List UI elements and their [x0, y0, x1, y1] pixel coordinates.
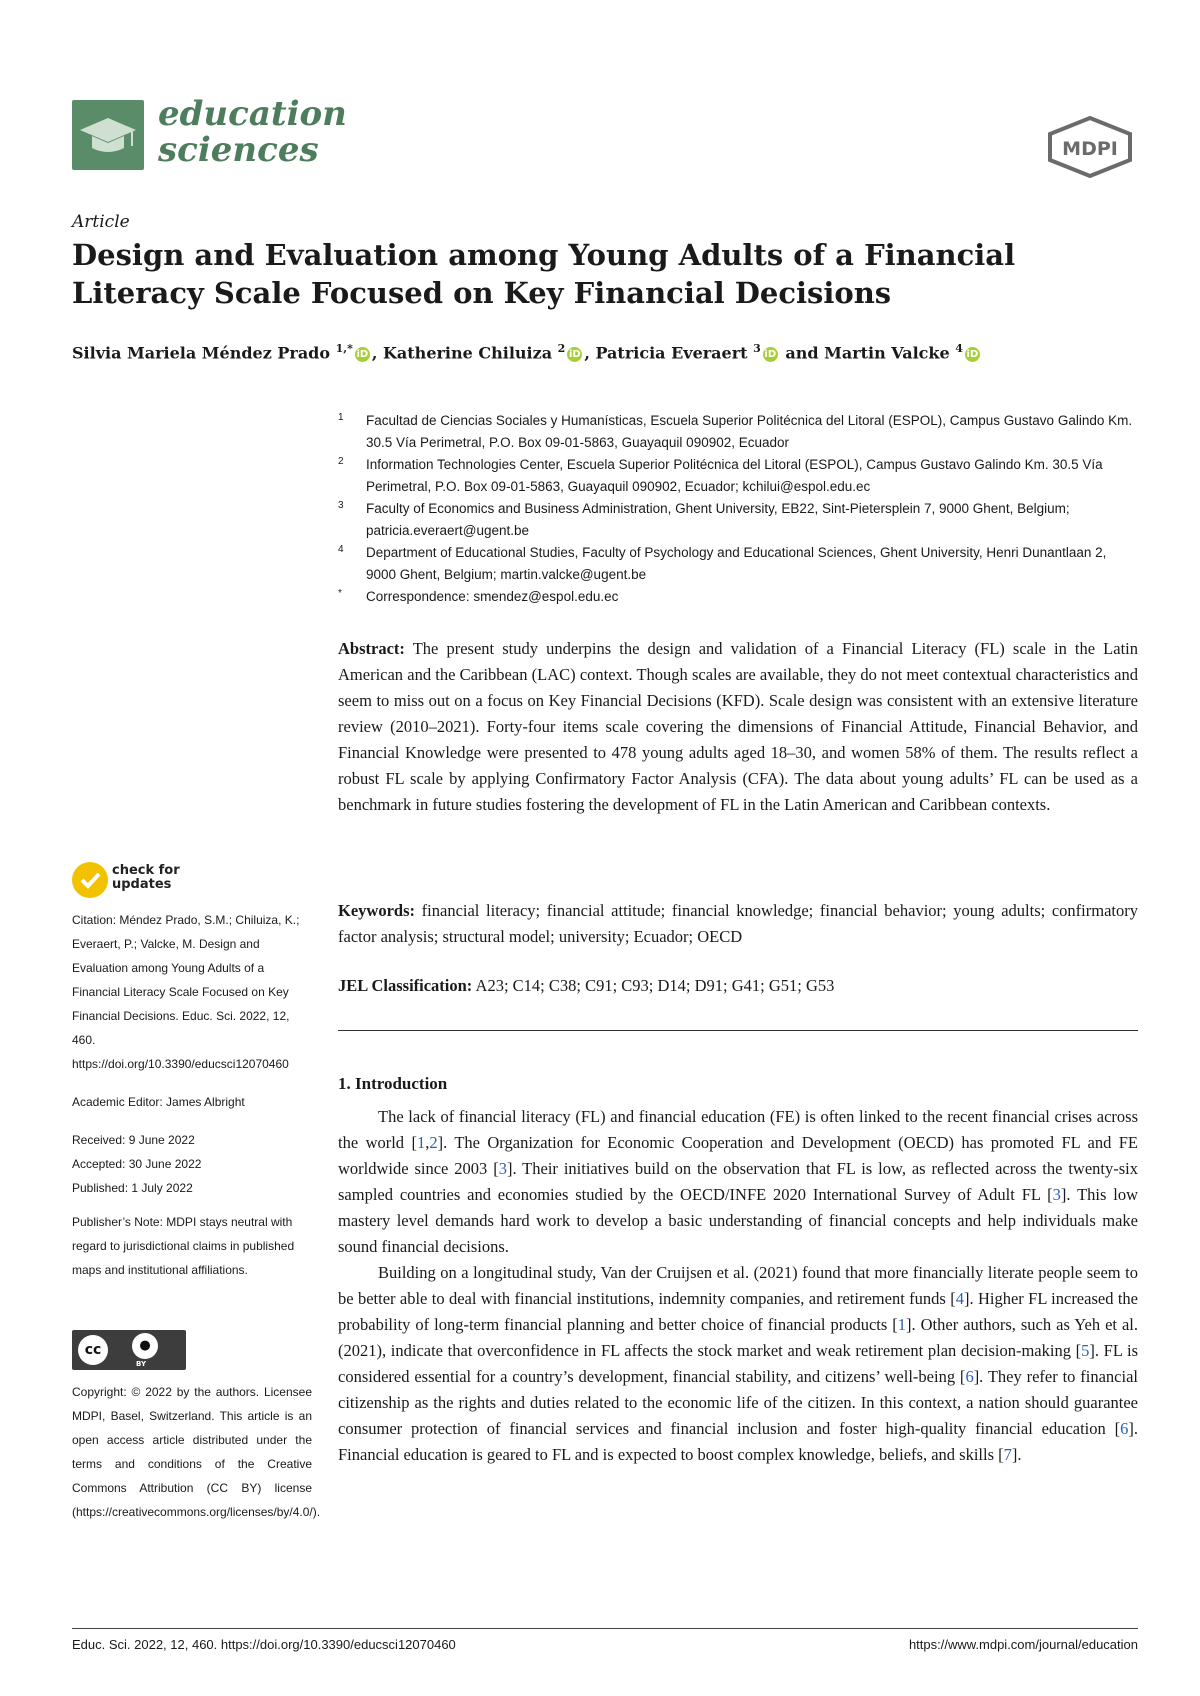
affiliation-text: Faculty of Economics and Business Administration, Ghent University, EB22, Sint-Pietersplein 7, 9000 Ghent, Belgium; patricia.everaert@ugent.be — [366, 501, 1070, 538]
orcid-icon[interactable]: iD — [764, 349, 777, 361]
publication-dates — [72, 1128, 312, 1200]
affiliation-number: * — [338, 588, 342, 599]
author-name[interactable]: and Martin Valcke — [779, 343, 950, 363]
affiliation-list — [338, 410, 1138, 608]
academic-editor: Academic Editor: James Albright — [72, 1095, 245, 1109]
cc-by-license-badge[interactable] — [72, 1330, 186, 1370]
affiliation-item — [338, 498, 1138, 542]
paragraph: The lack of financial literacy (FL) and financial education (FE) is often linked to the recent financial crises across the world [1,2]. The Organization for Economic Cooperation and Development (OECD) has promoted FL and FE worldwide since 2003 [3]. Their initiatives build on the observation that FL is low, as reflected across the twenty-six sampled countries and economies studied by the OECD/INFE 2020 International Survey of Adult FL [3]. This low mastery level demands hard work to develop a basic understanding of financial concepts and help individuals make sound financial decisions. — [338, 1107, 1139, 1256]
jel-label: JEL Classification: — [338, 976, 473, 995]
affiliation-item — [338, 542, 1138, 586]
affiliation-text: Information Technologies Center, Escuela Superior Politécnica del Litoral (ESPOL), Campus Gustavo Galindo Km. 30.5 Vía Perimetral, P.O. Box 09-01-5863, Guayaquil 090902, Ecuador; kchilui@espol.edu.ec — [366, 457, 1103, 494]
journal-logo — [72, 100, 144, 170]
journal-name-line2: sciences — [158, 130, 319, 170]
section-heading: 1. Introduction — [338, 1074, 448, 1093]
citation-link[interactable]: 2 — [429, 1133, 438, 1152]
citation-link[interactable]: 6 — [965, 1367, 974, 1386]
citation-link[interactable]: 4 — [955, 1289, 964, 1308]
jel-classification — [338, 973, 1138, 999]
affiliation-text: Department of Educational Studies, Faculty of Psychology and Educational Sciences, Ghent University, Henri Dunantlaan 2, 9000 Ghent, Belgium; martin.valcke@ugent.be — [366, 545, 1107, 582]
author-list — [72, 338, 982, 364]
citation-link[interactable]: 6 — [1120, 1419, 1129, 1438]
affiliation-number: 1 — [338, 412, 344, 423]
citation-link[interactable]: 1 — [416, 1133, 426, 1152]
publisher-logo — [1046, 116, 1134, 178]
jel-text: A23; C14; C38; C91; C93; D14; D91; G41; G51; G53 — [475, 976, 835, 995]
author-name[interactable]: Silvia Mariela Méndez Prado — [72, 343, 331, 363]
check-icon — [72, 862, 108, 898]
citation-link[interactable]: 3 — [1052, 1185, 1061, 1204]
check-for-updates-label: check for — [112, 863, 180, 878]
orcid-icon[interactable]: iD — [966, 349, 979, 361]
by-label: BY — [136, 1360, 147, 1368]
keywords — [338, 898, 1138, 950]
citation-link[interactable]: 7 — [1003, 1445, 1012, 1464]
abstract-label: Abstract: — [338, 639, 405, 658]
citation-text: Citation: Méndez Prado, S.M.; Chiluiza, K.; Everaert, P.; Valcke, M. Design and Evaluation among Young Adults of a Financial Literacy Scale Focused on Key Financial Decisions. Educ. Sci. 2022, 12, 460. https://doi.org/10.3390/educsci12070460 — [72, 913, 300, 1071]
received-date: Received: 9 June 2022 — [72, 1133, 195, 1147]
publisher-note: Publisher’s Note: MDPI stays neutral with regard to jurisdictional claims in published maps and institutional affiliations. — [72, 1215, 295, 1277]
affiliation-item — [338, 454, 1138, 498]
affiliation-number: 4 — [338, 544, 344, 555]
affiliation-item — [338, 410, 1138, 454]
graduation-cap-icon — [72, 100, 144, 170]
orcid-icon[interactable]: iD — [568, 349, 581, 361]
author-affiliation-mark: 3 — [753, 342, 761, 355]
keywords-label: Keywords: — [338, 901, 415, 920]
affiliation-text: Facultad de Ciencias Sociales y Humanísticas, Escuela Superior Politécnica del Litoral (ESPOL), Campus Gustavo Galindo Km. 30.5 Vía Perimetral, P.O. Box 09-01-5863, Guayaquil 090902, Ecuador — [366, 413, 1133, 450]
article-type: Article — [72, 212, 130, 232]
cc-icon: cc — [78, 1335, 108, 1365]
accepted-date: Accepted: 30 June 2022 — [72, 1157, 202, 1171]
journal-name — [158, 96, 347, 168]
attribution-icon: ● — [132, 1333, 158, 1359]
footer-divider — [72, 1628, 1138, 1629]
affiliation-item — [338, 586, 1138, 608]
citation-link[interactable]: 5 — [1081, 1341, 1090, 1360]
abstract — [338, 636, 1138, 818]
affiliation-number: 3 — [338, 500, 344, 511]
check-for-updates-button[interactable] — [72, 862, 202, 902]
footer-journal-url[interactable]: https://www.mdpi.com/journal/education — [908, 1637, 1138, 1652]
citation-link[interactable]: 1 — [897, 1315, 907, 1334]
keywords-text: financial literacy; financial attitude; financial knowledge; financial behavior; young adults; confirmatory factor analysis; structural model; university; Ecuador; OECD — [338, 901, 1138, 946]
author-affiliation-mark: 2 — [557, 342, 566, 355]
section-divider — [338, 1030, 1138, 1031]
introduction-body — [338, 1104, 1138, 1468]
author-affiliation-mark: 1,* — [335, 342, 353, 355]
citation-block — [72, 908, 312, 1076]
orcid-icon[interactable]: iD — [356, 349, 369, 361]
author-name[interactable]: , Patricia Everaert — [584, 343, 748, 363]
copyright-notice: Copyright: © 2022 by the authors. Licensee MDPI, Basel, Switzerland. This article is an open access article distributed under the terms and conditions of the Creative Commons Attribution (CC BY) license (https://creativecommons.org/licenses/by/4.0/). — [72, 1385, 321, 1519]
author-affiliation-mark: 4 — [955, 342, 963, 355]
journal-name-line1: education — [158, 94, 347, 134]
abstract-text: The present study underpins the design and validation of a Financial Literacy (FL) scale in the Latin American and the Caribbean (LAC) context. Though scales are available, they do not meet contextual characteristics and seem to miss out on a focus on Key Financial Decisions (KFD). Scale design was consistent with an extensive literature review (2010–2021). Forty-four items scale covering the dimensions of Financial Attitude, Financial Behavior, and Financial Knowledge were presented to 478 young adults aged 18–30, and women 58% of them. The results reflect a robust FL scale by applying Confirmatory Factor Analysis (CFA). The data about young adults’ FL can be used as a benchmark in future studies fostering the development of FL in the Latin American and Caribbean contexts. — [338, 639, 1139, 814]
paragraph: Building on a longitudinal study, Van der Cruijsen et al. (2021) found that more financially literate people seem to be better able to deal with financial institutions, indemnity companies, and retirement funds [4]. Higher FL increased the probability of long-term financial planning and better choice of financial products [1]. Other authors, such as Yeh et al. (2021), indicate that overconfidence in FL affects the stock market and weak retirement plan decision-making [5]. FL is considered essential for a country’s development, financial stability, and citizens’ well-being [6]. They refer to financial citizenship as the rights and duties related to the economic life of the citizen. In this context, a nation should guarantee consumer protection of financial services and financial inclusion and foster high-quality financial education [6]. Financial education is geared to FL and is expected to boost complex knowledge, beliefs, and skills [7]. — [338, 1263, 1138, 1464]
footer-citation[interactable]: Educ. Sci. 2022, 12, 460. https://doi.org/10.3390/educsci12070460 — [72, 1637, 456, 1652]
published-date: Published: 1 July 2022 — [72, 1181, 193, 1195]
article-title: Design and Evaluation among Young Adults of a Financial Literacy Scale Focused on Key Financial Decisions — [72, 238, 1016, 310]
check-for-updates-label: updates — [112, 877, 172, 892]
correspondence-text: Correspondence: smendez@espol.edu.ec — [366, 589, 619, 604]
publisher-name: MDPI — [1062, 138, 1118, 160]
citation-link[interactable]: 3 — [498, 1159, 507, 1178]
author-name[interactable]: , Katherine Chiluiza — [371, 343, 553, 363]
affiliation-number: 2 — [338, 456, 344, 467]
